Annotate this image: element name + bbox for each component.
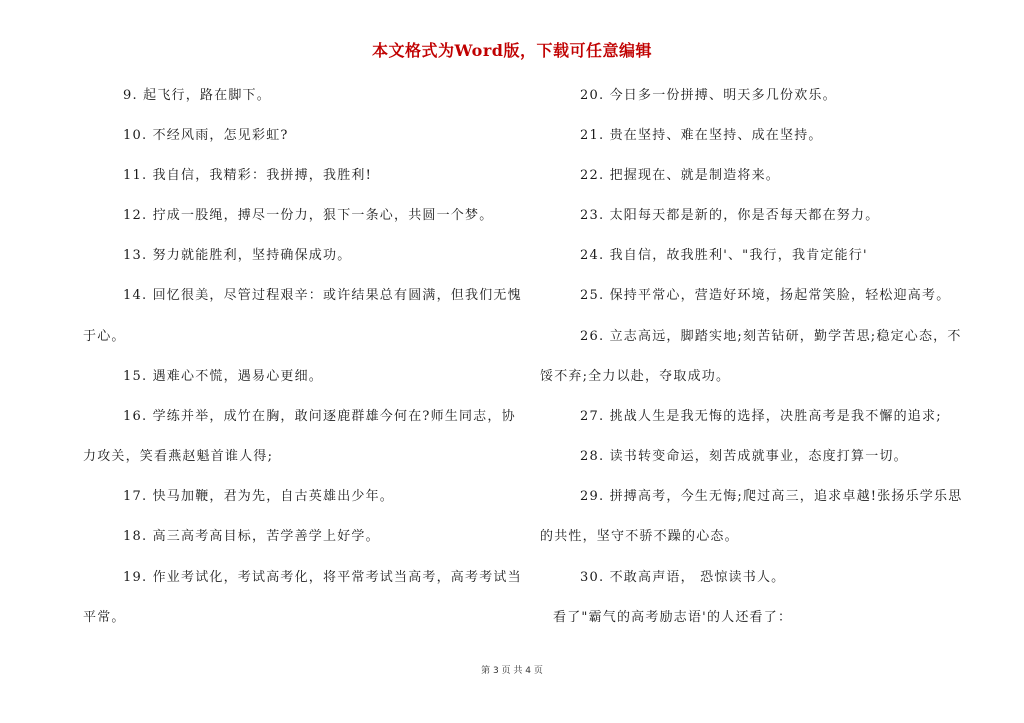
list-item: 25. 保持平常心，营造好环境，扬起常笑脸，轻松迎高考。 xyxy=(580,288,951,303)
list-item: 28. 读书转变命运，刻苦成就事业，态度打算一切。 xyxy=(580,449,908,464)
list-item: 23. 太阳每天都是新的，你是否每天都在努力。 xyxy=(580,208,880,223)
list-item: 27. 挑战人生是我无悔的选择，决胜高考是我不懈的追求; xyxy=(580,409,942,424)
list-item: 20. 今日多一份拼搏、明天多几份欢乐。 xyxy=(580,88,837,103)
list-item-continuation: 馁不弃;全力以赴，夺取成功。 xyxy=(540,369,731,384)
list-item-continuation: 于心。 xyxy=(83,329,126,344)
list-item: 17. 快马加鞭，君为先，自古英雄出少年。 xyxy=(123,489,395,504)
related-reading-heading: 看了"霸气的高考励志语'的人还看了： xyxy=(553,610,793,625)
list-item: 29. 拼搏高考，今生无悔;爬过高三，追求卓越!张扬乐学乐思 xyxy=(580,489,963,504)
list-item: 10. 不经风雨，怎见彩虹? xyxy=(123,128,289,143)
document-header-title: 本文格式为Word版，下载可任意编辑 xyxy=(372,41,652,60)
list-item: 21. 贵在坚持、难在坚持、成在坚持。 xyxy=(580,128,823,143)
list-item: 15. 遇难心不慌，遇易心更细。 xyxy=(123,369,324,384)
page-number-footer: 第 3 页 共 4 页 xyxy=(481,666,543,676)
list-item: 30. 不敢高声语， 恐惊读书人。 xyxy=(580,570,786,585)
list-item: 22. 把握现在、就是制造将来。 xyxy=(580,168,781,183)
list-item: 14. 回忆很美，尽管过程艰辛：或许结果总有圆满，但我们无愧 xyxy=(123,288,522,303)
list-item: 11. 我自信，我精彩：我拼搏，我胜利! xyxy=(123,168,373,183)
list-item-continuation: 的共性，坚守不骄不躁的心态。 xyxy=(540,529,739,544)
list-item-continuation: 力攻关，笑看燕赵魁首谁人得; xyxy=(83,449,274,464)
list-item: 16. 学练并举，成竹在胸，敢问逐鹿群雄今何在?师生同志，协 xyxy=(123,409,516,424)
list-item-continuation: 平常。 xyxy=(83,610,126,625)
list-item: 12. 拧成一股绳，搏尽一份力，狠下一条心，共圆一个梦。 xyxy=(123,208,494,223)
list-item: 18. 高三高考高目标，苦学善学上好学。 xyxy=(123,529,380,544)
list-item: 9. 起飞行，路在脚下。 xyxy=(123,88,271,103)
list-item: 26. 立志高远，脚踏实地;刻苦钻研，勤学苦思;稳定心态，不 xyxy=(580,329,962,344)
list-item: 13. 努力就能胜利，坚持确保成功。 xyxy=(123,248,352,263)
list-item: 19. 作业考试化，考试高考化，将平常考试当高考，高考考试当 xyxy=(123,570,522,585)
list-item: 24. 我自信，故我胜利'、"我行，我肯定能行' xyxy=(580,248,868,263)
